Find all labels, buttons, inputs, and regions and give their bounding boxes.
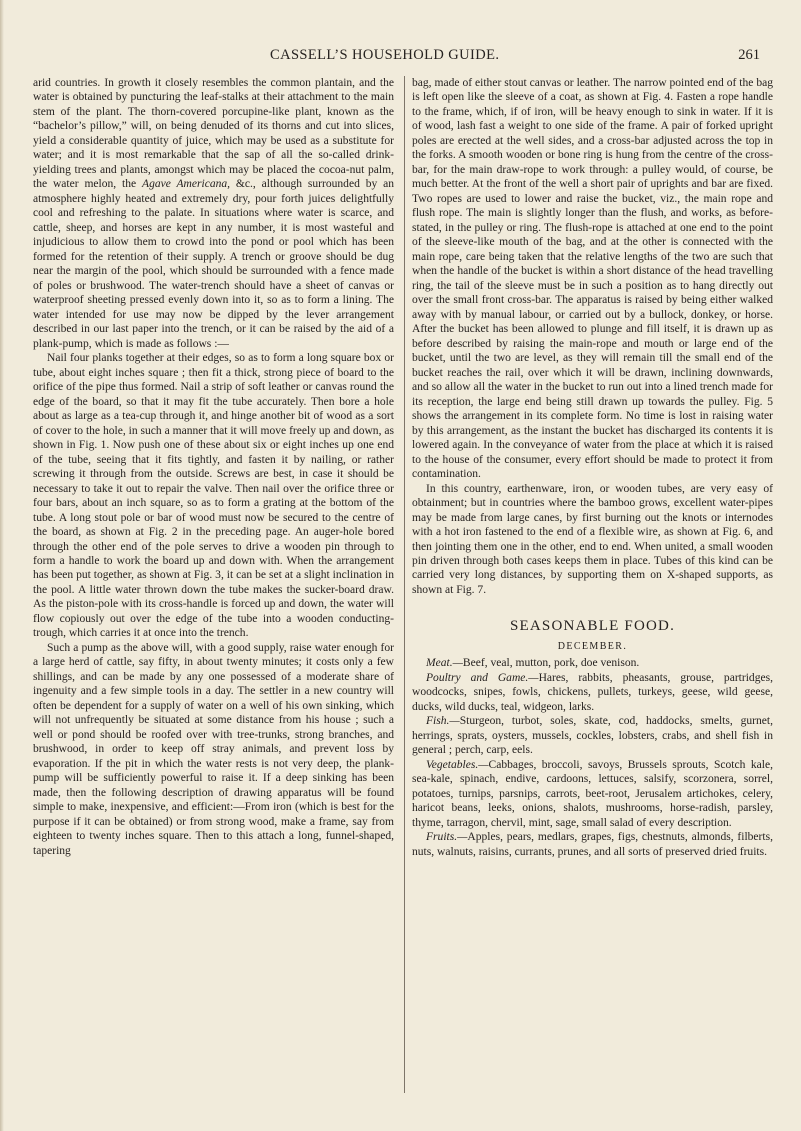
left-column <box>33 76 394 858</box>
food-fish <box>412 714 773 757</box>
page-edge-shadow <box>0 0 4 1131</box>
running-title: CASSELL’S HOUSEHOLD GUIDE. <box>270 47 500 63</box>
right-paragraph-1: bag, made of either stout canvas or leather. The narrow pointed end of the bag is left open like the sleeve of a coat, as shown at Fig. 4. Fasten a rope handle to the frame, which, if of iron, will be heavy enough to sink in water. If it is of wood, lash fast a weight to one side of the frame. A pair of forked upright poles are erected at the well sides, and a cross-bar adjusted across the top in the forks. A smooth wooden or bone ring is hung from the centre of the cross-bar, for the main draw-rope to work through: a pulley would, of course, be much better. At the front of the well a short pair of uprights and bar are fixed. Two ropes are used to lower and raise the bucket, viz., the main rope and flush rope. The main is slightly longer than the flush, and works, as before-stated, in the pulley or ring. The flush-rope is attached at one end to the point of the sleeve-like mouth of the bag, and at the other is connected with the main rope, care being taken that the relative lengths of the two are such that when the handle of the bucket is within a short distance of the head travelling ring, the tail of the sleeve must be in such a position as to hang directly out over the small front cross-bar. The apparatus is raised by being either walked away with by manual labour, or carried out by a bullock, donkey, or horse. After the bucket has been allowed to plunge and fill itself, it is drawn up as before described by raising the main-rope and mouth or large end of the bucket, until the two are level, as they will remain till the small end of the bucket reaches the rail, over which it will be drawn, inclining downwards, and so allow all the water in the bucket to run out into a lined trench made for its reception, the large end being still drawn up towards the pulley. Fig. 5 shows the arrangement in its complete form. No time is lost in raising water by this arrangement, as the instant the bucket has discharged its contents it is lowered again. In the conveyance of water from the place at which it is raised to the house of the consumer, every effort should be made to protect it from contamination. <box>412 77 773 481</box>
food-fish-label: Fish.— <box>426 715 460 728</box>
food-vegetables-label: Vegetables.— <box>426 758 489 771</box>
food-fruits-text: Apples, pears, medlars, grapes, figs, chestnuts, almonds, filberts, nuts, walnuts, raisins, currants, prunes, and all sorts of preserved dried fruits. <box>412 831 773 858</box>
food-meat <box>412 656 773 670</box>
food-fish-text: Sturgeon, turbot, soles, skate, cod, haddocks, smelts, gurnet, herrings, sprats, oysters, mussels, cockles, lobsters, crabs, and shell fish in general ; perch, carp, eels. <box>412 715 773 757</box>
section-subheading: DECEMBER. <box>557 640 628 652</box>
left-paragraph-1-text: arid countries. In growth it closely resembles the common plantain, and the water is obtained by puncturing the leaf-stalks at their attachment to the main stem of the plant. The thorn-covered porcupine-like plant, known as the “bachelor’s pillow,” will, on being denuded of its thorns and cut into slices, yield a considerable quantity of juice, which may be used as a substitute for water; and it is most remarkable that the sap of all the so-called drink-yielding trees and plants, amongst which may be placed the cocoa-nut palm, the water melon, the <box>33 77 394 191</box>
left-paragraph-1-end: &c., although surrounded by an atmosphere highly heated and extremely dry, pour forth juices delightfully cool and refreshing to the palate. In situations where water is scarce, and cattle, sheep, and horses are kept in any number, it is most wasteful and injudicious to allow them to crowd into the pond or pool which has been formed for the retention of their supply. A trench or groove should be dug near the margin of the pool, which should be surrounded with a fence made of poles or brushwood. The water-trench should have a sheet of canvas or waterproof sheeting pressed evenly down into it, so as to form a lining. The water intended for use may now be dipped by the lever arrangement described in our last paper into the trench, or it can be raised by the aid of a plank-pump, which is made as follows :— <box>33 178 395 350</box>
column-divider <box>404 76 405 1093</box>
agave-americana-term: Agave Americana, <box>142 178 231 191</box>
food-meat-label: Meat.— <box>426 657 463 670</box>
left-paragraph-2: Nail four planks together at their edges, so as to form a long square box or tube, about eight inches square ; then fit a thick, strong piece of board to the orifice of the pipe thus formed. Nail a strip of soft leather or canvas round the edge of the board, so that it may fit the tube accurately. Then bore a hole about as large as a tea-cup through it, and hinge another bit of wood as a sort of cover to the hole, in such a manner that it will move freely up and down, as shown in Fig. 1. Now push one of these about six or eight inches up one end of the tube, seeing that it fits tightly, and fasten it by nailing, or rather screwing it through from the outside. Screws are best, in case it should be necessary to take it out to repair the valve. Then nail over the orifice three or four bars, about an inch square, so as to form a grating at the bottom of the tube. A long stout pole or bar of wood must now be secured to the centre of the board, as shown at Fig. 2 in the preceding page. An auger-hole bored through the other end of the pole serves to drive a wooden pin through to form a handle to work the board up and down with. When the arrangement has been put together, as shown at Fig. 3, it can be set at a slight inclination in the pool. A little water thrown down the tube makes the sucker-board draw. As the piston-pole with its cross-handle is forced up and down, the water will flow copiously out over the edge of the tube into a wooden conducting-trough, which carries it at once into the trench. <box>33 352 394 640</box>
page-number: 261 <box>738 47 760 63</box>
food-poultry-text: Hares, rabbits, pheasants, grouse, partridges, woodcocks, snipes, fowls, chickens, pullets, turkeys, geese, wild geese, ducks, wild ducks, teal, widgeon, larks. <box>412 671 773 713</box>
right-paragraph-2: In this country, earthenware, iron, or wooden tubes, are very easy of obtainment; but in countries where the bamboo grows, excellent water-pipes may be made from large canes, by first burning out the knots or internodes with a hot iron fastened to the end of a flexible wire, as shown at Fig. 6, and then jointing them one in the other, end to end. When united, a small wooden pin driven through both cases keeps them in place. Tubes of this kind can be carried very long distances, by supporting them on X-shaped supports, as shown at Fig. 7. <box>412 482 773 596</box>
food-poultry <box>412 671 773 714</box>
food-vegetables <box>412 758 773 830</box>
section-heading: SEASONABLE FOOD. <box>509 618 676 635</box>
left-paragraph-1 <box>33 76 394 351</box>
right-column <box>412 76 773 859</box>
food-fruits-label: Fruits.— <box>426 831 468 844</box>
food-meat-text: Beef, veal, mutton, pork, doe venison. <box>462 657 640 670</box>
food-poultry-label: Poultry and Game.— <box>426 671 539 684</box>
food-vegetables-text: Cabbages, broccoli, savoys, Brussels sprouts, Scotch kale, sea-kale, spinach, endive, cardoons, lettuces, salsify, scorzonera, sorrel, potatoes, turnips, parsnips, carrots, beet-root, Jerusalem artichokes, celery, haricot beans, leeks, onions, shalots, mushrooms, horse-radish, parsley, thyme, tarragon, chervil, mint, sage, small salad of every description. <box>412 758 773 829</box>
food-fruits <box>412 830 773 859</box>
left-paragraph-3: Such a pump as the above will, with a good supply, raise water enough for a large herd of cattle, say fifty, in about twenty minutes; it costs only a few shillings, and can be made by any one possessed of a moderate share of ingenuity and a few simple tools in a day. The settler in a new country will often be dependent for a supply of water on a well of his own sinking, which will not unfrequently be situated at some distance from his house ; such a well or pond should be roofed over with tree-trunks, strong branches, and brushwood, in order to keep off stray animals, and prevent loss by evaporation. If the pit in which the water rests is not very deep, the plank-pump will be sufficiently powerful to raise it. If a deep sinking has been made, then the following description of drawing apparatus will be found simple to make, inexpensive, and efficient:—From iron (which is best for the purpose if it can be obtained) or from strong wood, make a frame, say from eighteen to twenty inches square. Then to this attach a long, funnel-shaped, tapering <box>33 641 394 857</box>
